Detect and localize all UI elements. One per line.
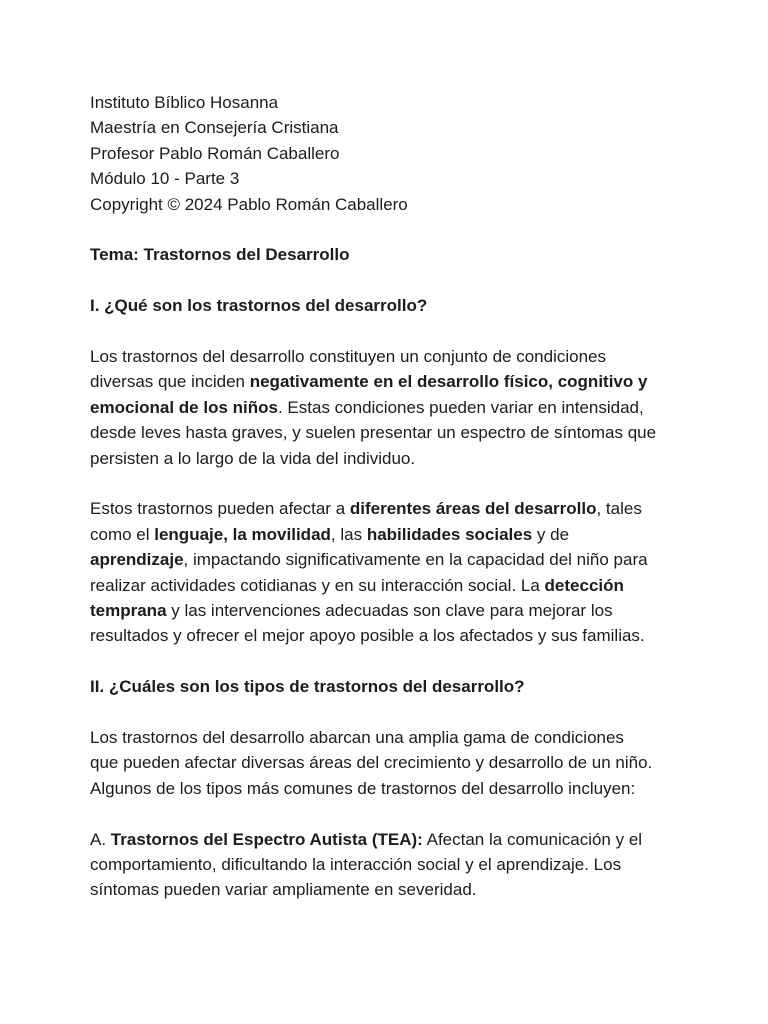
text-line: que pueden afectar diversas áreas del crecimiento y desarrollo de un niño.	[90, 753, 653, 773]
document-page	[90, 90, 690, 928]
institute-name: Instituto Bíblico Hosanna	[90, 93, 279, 112]
text-line: temprana y las intervenciones adecuadas son clave para mejorar los	[90, 601, 613, 621]
text-line: resultados y ofrecer el mejor apoyo posible a los afectados y sus familias.	[90, 626, 645, 646]
text-line: comportamiento, dificultando la interacción social y el aprendizaje. Los	[90, 855, 622, 875]
section-1-paragraph-2	[90, 496, 690, 648]
topic-heading: Tema: Trastornos del Desarrollo	[90, 245, 350, 265]
section-1-paragraph-1	[90, 344, 690, 471]
text-line: aprendizaje, impactando significativamente en la capacidad del niño para	[90, 550, 648, 570]
list-item-a	[90, 827, 690, 903]
module-label: Módulo 10 - Parte 3	[90, 169, 240, 189]
text-line: realizar actividades cotidianas y en su interacción social. La detección	[90, 575, 624, 595]
text-line: como el lenguaje, la movilidad, las habilidades sociales y de	[90, 524, 570, 544]
text-line: diversas que inciden negativamente en el desarrollo físico, cognitivo y	[90, 372, 648, 392]
text-line: síntomas pueden variar ampliamente en severidad.	[90, 880, 477, 900]
text-line: desde leves hasta graves, y suelen presentar un espectro de síntomas que	[90, 423, 657, 443]
text-line: persisten a lo largo de la vida del individuo.	[90, 448, 416, 468]
text-line: Algunos de los tipos más comunes de trastornos del desarrollo incluyen:	[90, 778, 636, 798]
text-line: Estos trastornos pueden afectar a diferentes áreas del desarrollo, tales	[90, 499, 642, 519]
text-line: emocional de los niños. Estas condiciones pueden variar en intensidad,	[90, 397, 644, 417]
copyright-notice: Copyright © 2024 Pablo Román Caballero	[90, 194, 408, 214]
professor-name: Profesor Pablo Román Caballero	[90, 143, 340, 163]
document-header	[90, 90, 690, 217]
text-line: Los trastornos del desarrollo constituyen un conjunto de condiciones	[90, 347, 606, 367]
section-2-paragraph-1	[90, 725, 690, 801]
program-name: Maestría en Consejería Cristiana	[90, 118, 339, 138]
section-1-heading: I. ¿Qué son los trastornos del desarrollo?	[90, 296, 428, 316]
section-2-heading: II. ¿Cuáles son los tipos de trastornos del desarrollo?	[90, 677, 525, 697]
text-line: Los trastornos del desarrollo abarcan una amplia gama de condiciones	[90, 728, 624, 748]
text-line: A. Trastornos del Espectro Autista (TEA): Afectan la comunicación y el	[90, 829, 643, 849]
